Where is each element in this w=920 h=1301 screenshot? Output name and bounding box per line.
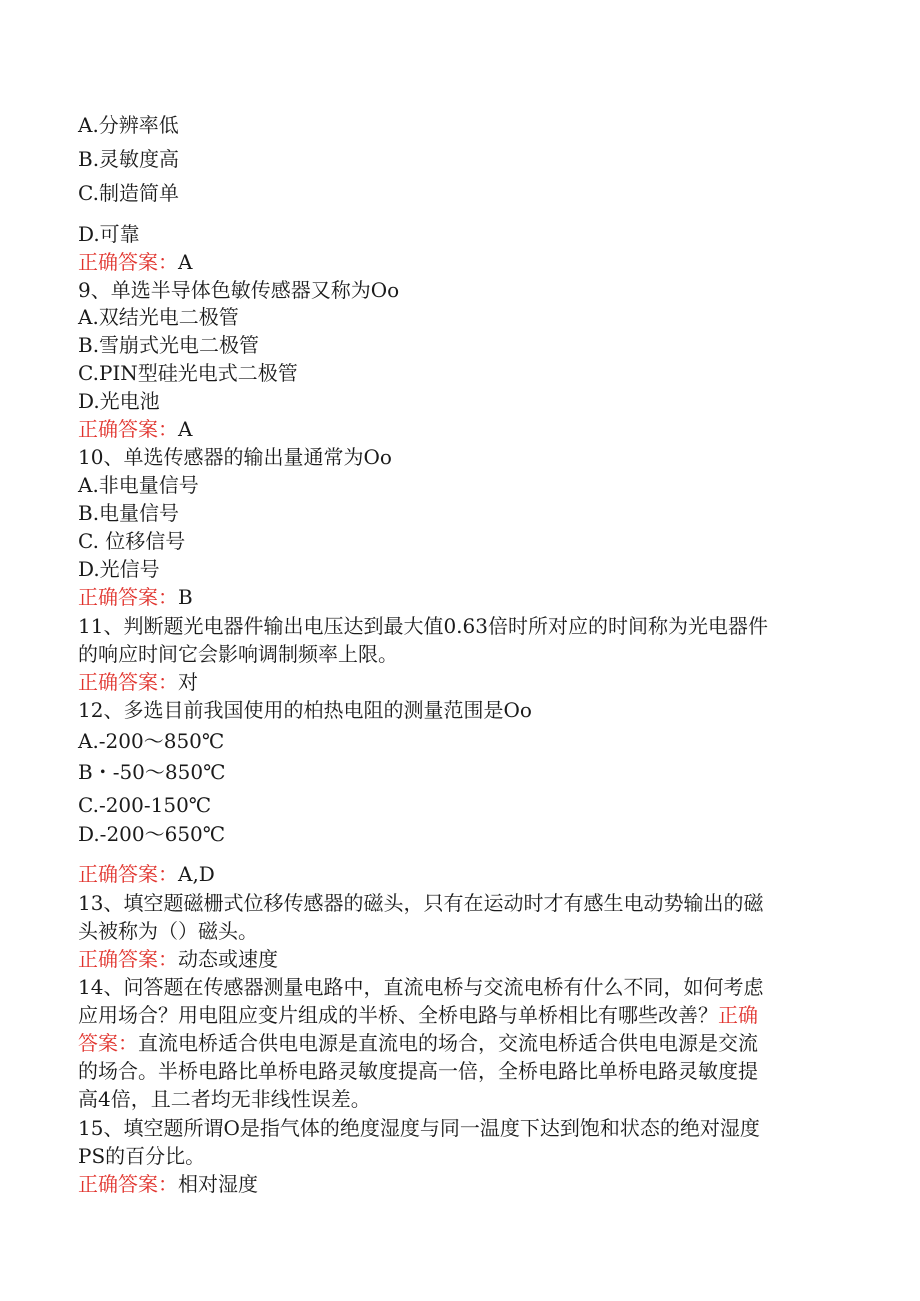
question-15-stem-line1: 15、填空题所谓O是指气体的绝度湿度与同一温度下达到饱和状态的绝对湿度 (78, 1116, 760, 1140)
question-14-line2-text: 应用场合？用电阻应变片组成的半桥、全桥电路与单桥相比有哪些改善？ (78, 1003, 718, 1027)
q12-option-b: B・-50～850℃ (78, 760, 226, 784)
option-b: B.灵敏度高 (78, 147, 180, 171)
answer-value: 动态或速度 (178, 947, 278, 971)
option-a: A.分辨率低 (78, 113, 179, 137)
answer-label: 正确答案： (78, 250, 178, 274)
q15-answer-line (78, 1171, 258, 1197)
answer-value: A (178, 250, 193, 274)
q10-option-b: B.电量信号 (78, 501, 180, 525)
question-11-stem-line2: 的响应时间它会影响调制频率上限。 (78, 642, 398, 666)
answer-value: A,D (178, 862, 215, 886)
answer-line (78, 249, 192, 275)
q10-option-c: C. 位移信号 (78, 529, 186, 553)
answer-label-part1: 正确 (718, 1003, 758, 1027)
answer-value: B (178, 585, 193, 609)
question-10-stem: 10、单选传感器的输出量通常为Oo (78, 445, 392, 469)
question-14-line3 (78, 1030, 758, 1056)
option-d: D.可靠 (78, 222, 140, 246)
question-14-line2 (78, 1002, 758, 1028)
answer-value: 对 (178, 670, 198, 694)
question-14-line1: 14、问答题在传感器测量电路中，直流电桥与交流电桥有什么不同，如何考虑 (78, 975, 764, 999)
q9-answer-line (78, 416, 192, 442)
q11-answer-line (78, 669, 198, 695)
answer-label: 正确答案： (78, 670, 178, 694)
answer-label: 正确答案： (78, 585, 178, 609)
q9-option-c: C.PIN型硅光电式二极管 (78, 361, 298, 385)
answer-value: A (178, 417, 193, 441)
question-9-stem: 9、单选半导体色敏传感器又称为Oo (78, 278, 400, 302)
question-13-stem-line2: 头被称为（）磁头。 (78, 919, 258, 943)
answer-label-part2: 答案： (78, 1031, 138, 1055)
q9-option-d: D.光电池 (78, 389, 160, 413)
answer-label: 正确答案： (78, 947, 178, 971)
q9-option-a: A.双结光电二极管 (78, 305, 239, 329)
q10-answer-line (78, 584, 193, 610)
question-13-stem-line1: 13、填空题磁栅式位移传感器的磁头，只有在运动时才有感生电动势输出的磁 (78, 891, 764, 915)
q10-option-a: A.非电量信号 (78, 473, 199, 497)
answer-label: 正确答案： (78, 1172, 178, 1196)
question-12-stem: 12、多选目前我国使用的柏热电阻的测量范围是Oo (78, 698, 532, 722)
q10-option-d: D.光信号 (78, 557, 160, 581)
q12-answer-line (78, 861, 215, 887)
question-14-line3-text: 直流电桥适合供电电源是直流电的场合，交流电桥适合供电电源是交流 (138, 1031, 758, 1055)
answer-label: 正确答案： (78, 862, 178, 886)
answer-value: 相对湿度 (178, 1172, 258, 1196)
question-14-line5: 高4倍，且二者均无非线性误差。 (78, 1087, 371, 1111)
answer-label: 正确答案： (78, 417, 178, 441)
q12-option-d: D.-200～650℃ (78, 822, 226, 846)
question-11-stem-line1: 11、判断题光电器件输出电压达到最大值0.63倍时所对应的时间称为光电器件 (78, 614, 768, 638)
option-c: C.制造简单 (78, 181, 179, 205)
q9-option-b: B.雪崩式光电二极管 (78, 333, 260, 357)
q12-option-a: A.-200～850℃ (78, 729, 225, 753)
question-14-line4: 的场合。半桥电路比单桥电路灵敏度提高一倍，全桥电路比单桥电路灵敏度提 (78, 1059, 758, 1083)
q12-option-c: C.-200-150℃ (78, 793, 212, 817)
q13-answer-line (78, 946, 278, 972)
question-15-stem-line2: PS的百分比。 (78, 1144, 206, 1168)
